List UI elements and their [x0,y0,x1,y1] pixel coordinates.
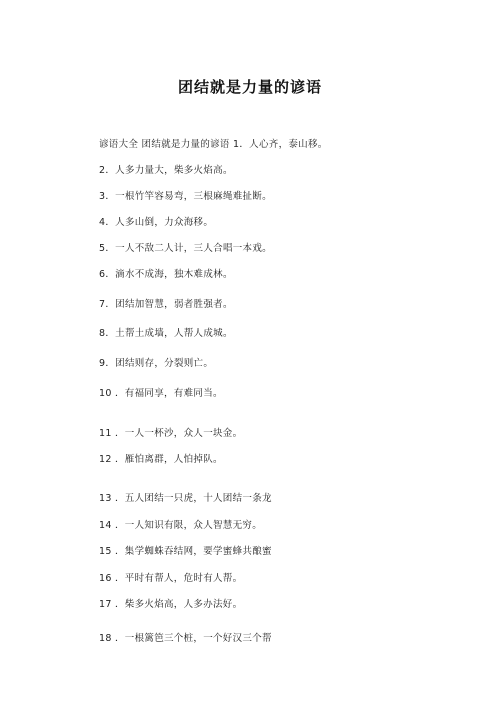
proverb-line: 2．人多力量大，柴多火焰高。 [99,165,233,176]
document-title: 团结就是力量的谚语 [177,78,322,96]
proverb-line: 18 ．一根篱笆三个桩，一个好汉三个帮 [99,633,272,644]
proverb-line: 8．土帮土成墙，人帮人成城。 [99,328,233,339]
proverb-line-intro: 谚语大全 团结就是力量的谚语 1．人心齐，泰山移。 [99,139,328,150]
proverb-line: 14 ．一人知识有限，众人智慧无穷。 [99,520,263,531]
proverb-line: 7．团结加智慧，弱者胜强者。 [99,299,233,310]
proverb-line: 9．团结则存，分裂则亡。 [99,358,214,369]
proverb-line: 3．一根竹竿容易弯，三根麻绳难扯断。 [99,191,272,202]
proverb-line: 5．一人不敌二人计，三人合唱一本戏。 [99,243,272,254]
proverb-line: 16 ．平时有帮人，危时有人帮。 [99,573,243,584]
proverb-line: 4．人多山倒，力众海移。 [99,217,214,228]
proverb-line: 6．滴水不成海，独木难成林。 [99,269,233,280]
proverb-line: 11 ．一人一杯沙，众人一块金。 [99,428,243,439]
proverb-line: 10 ．有福同享，有难同当。 [99,388,223,399]
proverb-line: 17 ．柴多火焰高，人多办法好。 [99,599,243,610]
proverb-line: 13 ．五人团结一只虎，十人团结一条龙 [99,493,272,504]
proverb-line: 15 ．集学蜘蛛吞结网，要学蜜蜂共酿蜜 [99,546,272,557]
proverb-line: 12 ．雁怕离群，人怕掉队。 [99,454,223,465]
